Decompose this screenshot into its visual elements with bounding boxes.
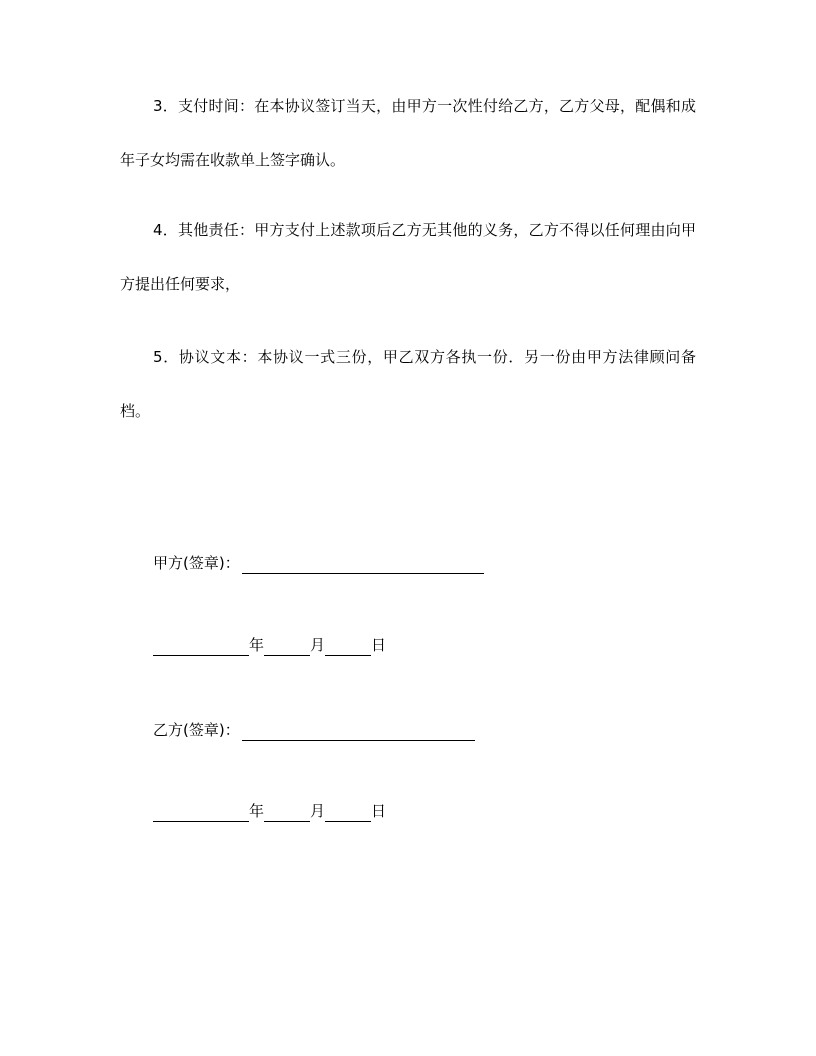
party-a-label: 甲方(签章)： bbox=[153, 554, 240, 572]
party-b-day-label: 日 bbox=[371, 802, 387, 820]
party-a-date-row bbox=[153, 634, 386, 656]
clause-4 bbox=[120, 203, 696, 311]
party-a-signature-line bbox=[242, 555, 484, 574]
clause-4-number: 4 bbox=[153, 221, 163, 239]
party-a-year-line bbox=[153, 637, 249, 656]
clause-3-number: 3 bbox=[153, 97, 163, 115]
party-b-year-line bbox=[153, 803, 249, 822]
clause-5-number: 5 bbox=[153, 348, 163, 366]
clause-5-text: ．协议文本：本协议一式三份，甲乙双方各执一份．另一份由甲方法律顾问备档。 bbox=[120, 348, 696, 420]
party-b-date-row bbox=[153, 800, 386, 822]
party-a-month-label: 月 bbox=[310, 636, 326, 654]
clause-3-text: ．支付时间：在本协议签订当天，由甲方一次性付给乙方，乙方父母，配偶和成年子女均需在收款单上签字确认。 bbox=[120, 97, 696, 169]
party-b-year-label: 年 bbox=[249, 802, 265, 820]
party-b-label: 乙方(签章)： bbox=[153, 721, 240, 739]
party-a-signature-row bbox=[153, 552, 484, 574]
party-b-signature-row bbox=[153, 719, 475, 741]
clause-3 bbox=[120, 79, 696, 187]
clause-4-text: ．其他责任：甲方支付上述款项后乙方无其他的义务，乙方不得以任何理由向甲方提出任何要求， bbox=[120, 221, 696, 293]
party-a-year-label: 年 bbox=[249, 636, 265, 654]
party-b-day-line bbox=[325, 803, 371, 822]
party-b-month-line bbox=[264, 803, 310, 822]
party-a-day-label: 日 bbox=[371, 636, 387, 654]
party-b-month-label: 月 bbox=[310, 802, 326, 820]
party-b-signature-line bbox=[242, 722, 475, 741]
party-a-month-line bbox=[264, 637, 310, 656]
clause-5 bbox=[120, 330, 696, 438]
party-a-day-line bbox=[325, 637, 371, 656]
